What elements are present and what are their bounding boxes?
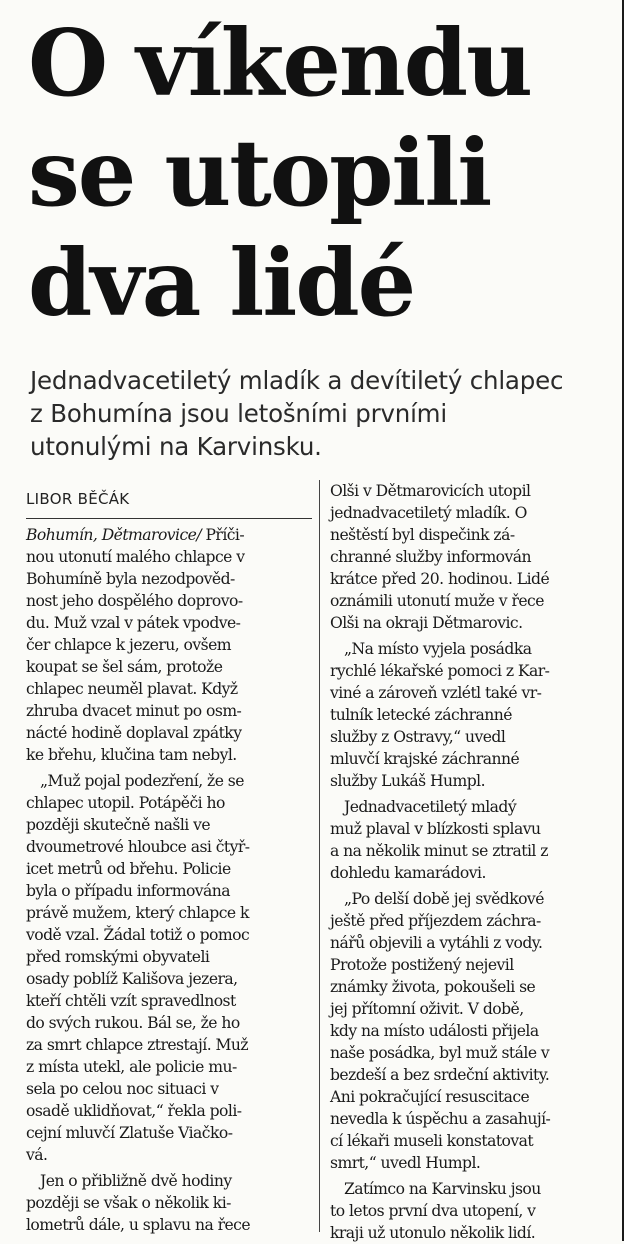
headline-line: O víkendu bbox=[28, 9, 531, 117]
text-line: vá. bbox=[26, 1146, 48, 1164]
paragraph bbox=[26, 1170, 312, 1236]
paragraph bbox=[26, 524, 312, 766]
text-line: koupat se šel sám, protože bbox=[26, 658, 223, 676]
text-line: muž plaval v blízkosti splavu bbox=[330, 820, 541, 838]
text-line: chlapec utopil. Potápěči ho bbox=[26, 794, 225, 812]
text-line: dohledu kamarádovi. bbox=[330, 864, 486, 882]
left-column bbox=[26, 480, 312, 1236]
text-line: služby Lukáš Humpl. bbox=[330, 772, 486, 790]
text-line: chranné služby informován bbox=[330, 548, 532, 566]
column-divider bbox=[319, 480, 320, 1232]
text-line: neštěstí byl dispečink zá- bbox=[330, 526, 515, 544]
text-line: oznámili utonutí muže v řece bbox=[330, 592, 544, 610]
text-line: Ani pokračující resuscitace bbox=[330, 1088, 530, 1106]
text-line: později skutečně našli ve bbox=[26, 816, 211, 834]
paragraph bbox=[330, 796, 616, 884]
text-line: mluvčí krajské záchranné bbox=[330, 750, 520, 768]
byline: LIBOR BĚČÁK bbox=[26, 490, 130, 508]
text-line: icet metrů od břehu. Policie bbox=[26, 860, 231, 878]
text-line: chlapec neuměl plavat. Když bbox=[26, 680, 238, 698]
text-line: osadě uklidňovat,“ řekla poli- bbox=[26, 1102, 242, 1120]
text-line: Zatímco na Karvinsku jsou bbox=[344, 1180, 541, 1198]
lede-summary bbox=[30, 364, 620, 463]
text-line: nevedla k úspěchu a zasahují- bbox=[330, 1110, 551, 1128]
text-line: nářů objevili a vytáhli z vody. bbox=[330, 934, 543, 952]
text-line: kteří chtěli vzít spravedlnost bbox=[26, 992, 236, 1010]
text-line: jej přítomní oživit. V době, bbox=[330, 1000, 524, 1018]
text-line: krátce před 20. hodinou. Lidé bbox=[330, 570, 550, 588]
text-line bbox=[26, 524, 312, 546]
text-line: cejní mluvčí Zlatuše Viačko- bbox=[26, 1124, 233, 1142]
text-line: kraji už utonulo několik lidí. bbox=[330, 1224, 536, 1242]
headline-line: se utopili bbox=[28, 119, 491, 227]
text-line: byla o případu informována bbox=[26, 882, 231, 900]
text-line: později se však o několik ki- bbox=[26, 1194, 231, 1212]
text-line: před romskými obyvateli bbox=[26, 948, 210, 966]
text-line: Jednadvacetiletý mladý bbox=[344, 798, 517, 816]
byline-divider bbox=[26, 518, 312, 519]
paragraph bbox=[330, 888, 616, 1174]
text-line: za smrt chlapce ztrestají. Muž bbox=[26, 1036, 249, 1054]
text-line: do svých rukou. Bál se, že ho bbox=[26, 1014, 240, 1032]
text-line: viné a zároveň vzlétl také vr- bbox=[330, 684, 542, 702]
text-line: Olši na okraji Dětmarovic. bbox=[330, 614, 523, 632]
text-line: kdy na místo události přijela bbox=[330, 1022, 539, 1040]
text-line: služby z Ostravy,“ uvedl bbox=[330, 728, 506, 746]
text-line: Protože postižený nejevil bbox=[330, 956, 514, 974]
text-line: Jen o přibližně dvě hodiny bbox=[40, 1172, 232, 1190]
text-line: čer chlapce k jezeru, ovšem bbox=[26, 636, 232, 654]
text-line: jednadvacetiletý mladík. O bbox=[330, 504, 527, 522]
text-line: naše posádka, byl muž stále v bbox=[330, 1044, 550, 1062]
dateline: Bohumín, Dětmarovice/ bbox=[26, 526, 202, 544]
text-line: ke břehu, klučina tam nebyl. bbox=[26, 746, 237, 764]
text-line: tulník letecké záchranné bbox=[330, 706, 512, 724]
text-line: osady poblíž Kališova jezera, bbox=[26, 970, 238, 988]
text-line: ještě před příjezdem záchra- bbox=[330, 912, 541, 930]
text-line: bezdeší a bez srdeční aktivity. bbox=[330, 1066, 550, 1084]
text-line: dvoumetrové hloubce asi čtyř- bbox=[26, 838, 250, 856]
paragraph bbox=[26, 770, 312, 1166]
text-line: „Po delší době jej svědkové bbox=[344, 890, 544, 908]
paragraph bbox=[330, 638, 616, 792]
text-line: právě mužem, který chlapce k bbox=[26, 904, 249, 922]
paragraph bbox=[330, 1178, 616, 1244]
headline-line: dva lidé bbox=[28, 229, 415, 337]
text-line: z místa utekl, ale policie mu- bbox=[26, 1058, 237, 1076]
text-line: lometrů dále, u splavu na řece bbox=[26, 1216, 251, 1234]
article-body bbox=[20, 480, 614, 1242]
text-line: Olši v Dětmarovicích utopil bbox=[330, 482, 531, 500]
text-line: zhruba dvacet minut po osm- bbox=[26, 702, 242, 720]
text-line: nácté hodině doplaval zpátky bbox=[26, 724, 242, 742]
lede-line: z Bohumína jsou letošními prvními bbox=[30, 399, 447, 428]
text-line: nou utonutí malého chlapce v bbox=[26, 548, 245, 566]
text-line: to letos první dva utopení, v bbox=[330, 1202, 536, 1220]
text-line: „Na místo vyjela posádka bbox=[344, 640, 532, 658]
lede-line: Jednadvacetiletý mladík a devítiletý chlapec bbox=[30, 366, 564, 395]
text-line: Příči- bbox=[201, 526, 245, 544]
text-line: a na několik minut se ztratil z bbox=[330, 842, 548, 860]
text-line: du. Muž vzal v pátek vpodve- bbox=[26, 614, 241, 632]
text-line: rychlé lékařské pomoci z Kar- bbox=[330, 662, 550, 680]
lede-line: utonulými na Karvinsku. bbox=[30, 432, 322, 461]
text-line: nost jeho dospělého doprovo- bbox=[26, 592, 243, 610]
right-column bbox=[330, 480, 616, 1244]
text-line: smrt,“ uvedl Humpl. bbox=[330, 1154, 481, 1172]
paragraph bbox=[330, 480, 616, 634]
text-line: vodě vzal. Žádal totiž o pomoc bbox=[26, 926, 250, 944]
text-line: cí lékaři museli konstatovat bbox=[330, 1132, 534, 1150]
headline bbox=[28, 8, 612, 338]
text-line: „Muž pojal podezření, že se bbox=[40, 772, 244, 790]
text-line: sela po celou noc situaci v bbox=[26, 1080, 219, 1098]
text-line: známky života, pokoušeli se bbox=[330, 978, 536, 996]
text-line: Bohumíně byla nezodpověd- bbox=[26, 570, 235, 588]
